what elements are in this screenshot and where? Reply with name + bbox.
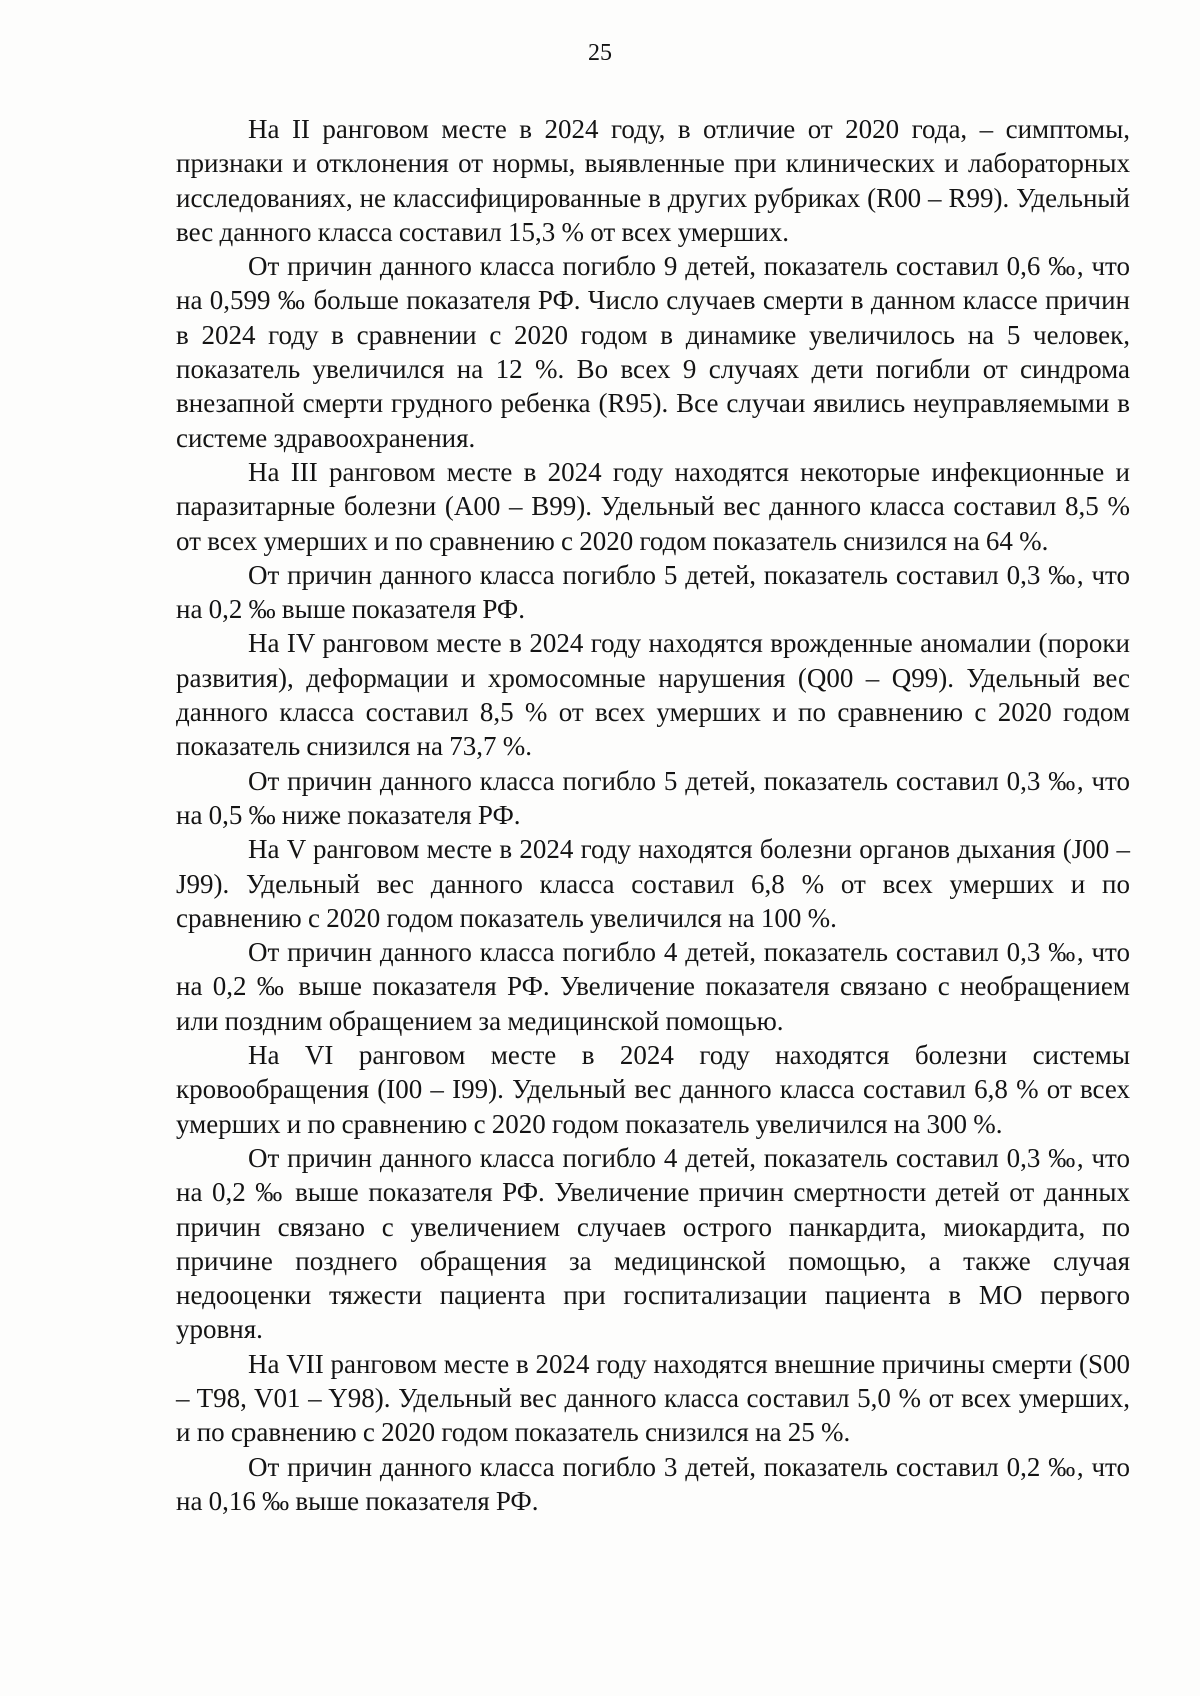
paragraph-rank-6: На VI ранговом месте в 2024 году находятся болезни системы кровообращения (I00 – I99). Удельный вес данного класса составил 6,8 % от всех умерших и по сравнению с 2020 годом показатель увеличился на 300 %. [176, 1040, 1130, 1139]
paragraph-rank-2: На II ранговом месте в 2024 году, в отличие от 2020 года, – симптомы, признаки и отклонения от нормы, выявленные при клинических и лабораторных исследованиях, не классифицированные в других рубриках (R00 – R99). Удельный вес данного класса составил 15,3 % от всех умерших. [176, 114, 1130, 247]
paragraph-rank-7: На VII ранговом месте в 2024 году находятся внешние причины смерти (S00 – T98, V01 – Y98). Удельный вес данного класса составил 5,0 % от всех умерших, и по сравнению с 2020 годом показатель снизился на 25 %. [176, 1348, 1130, 1448]
paragraph-rank-3-details: От причин данного класса погибло 5 детей, показатель составил 0,3 ‰, что на 0,2 ‰ выше показателя РФ. [176, 559, 1130, 625]
paragraph-rank-4-details: От причин данного класса погибло 5 детей, показатель составил 0,3 ‰, что на 0,5 ‰ ниже показателя РФ. [176, 765, 1130, 830]
paragraph-rank-4: На IV ранговом месте в 2024 году находятся врожденные аномалии (пороки развития), деформации и хромосомные нарушения (Q00 – Q99). Удельный вес данного класса составил 8,5 % от всех умерших и по сравнению с 2020 годом показатель снизился на 73,7 %. [176, 628, 1130, 762]
paragraph-rank-2-details: От причин данного класса погибло 9 детей, показатель составил 0,6 ‰, что на 0,599 ‰ больше показателя РФ. Число случаев смерти в данном классе причин в 2024 году в сравнении с 2020 годом в динамике увеличилось на 5 человек, показатель увеличился на 12 %. Во всех 9 случаях дети погибли от синдрома внезапной смерти грудного ребенка (R95). Все случаи явились неуправляемыми в системе здравоохранения. [176, 251, 1130, 453]
paragraph-rank-5: На V ранговом месте в 2024 году находятся болезни органов дыхания (J00 – J99). Удельный вес данного класса составил 6,8 % от всех умерших и по сравнению с 2020 годом показатель увеличился на 100 %. [176, 834, 1130, 933]
paragraph-rank-5-details: От причин данного класса погибло 4 детей, показатель составил 0,3 ‰, что на 0,2 ‰ выше показателя РФ. Увеличение показателя связано с необращением или поздним обращением за медицинской помощью. [176, 937, 1130, 1036]
paragraph-rank-6-details: От причин данного класса погибло 4 детей, показатель составил 0,3 ‰, что на 0,2 ‰ выше показателя РФ. Увеличение причин смертности детей от данных причин связано с увеличением случаев острого панкардита, миокардита, по причине позднего обращения за медицинской помощью, а также случая недооценки тяжести пациента при госпитализации пациента в МО первого уровня. [176, 1142, 1130, 1345]
paragraph-rank-7-details: От причин данного класса погибло 3 детей, показатель составил 0,2 ‰, что на 0,16 ‰ выше показателя РФ. [176, 1451, 1130, 1516]
document-body [176, 112, 1130, 1518]
page-number: 25 [588, 40, 612, 66]
paragraph-rank-3: На III ранговом месте в 2024 году находятся некоторые инфекционные и паразитарные болезни (A00 – B99). Удельный вес данного класса составил 8,5 % от всех умерших и по сравнению с 2020 годом показатель снизился на 64 %. [176, 456, 1130, 556]
